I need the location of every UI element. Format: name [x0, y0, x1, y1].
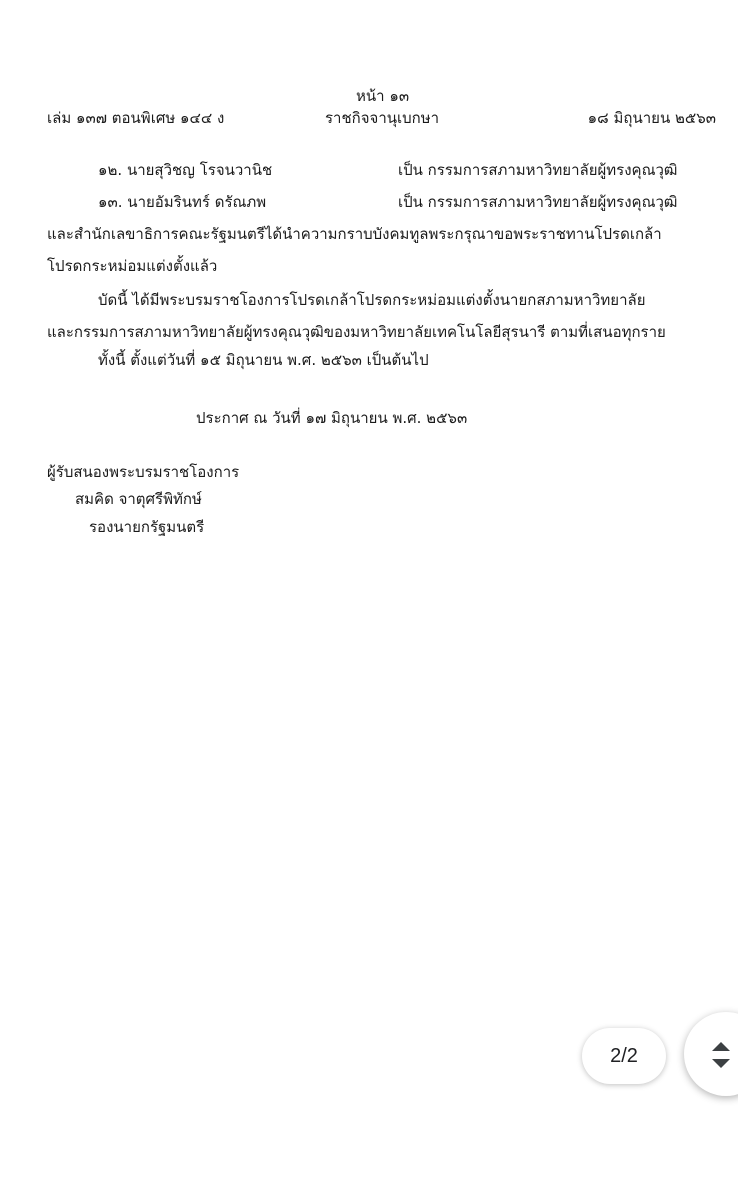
- gazette-date: ๑๘ มิถุนายน ๒๕๖๓: [587, 109, 716, 127]
- paragraph-3: ทั้งนี้ ตั้งแต่วันที่ ๑๕ มิถุนายน พ.ศ. ๒๕๖๓ เป็นต้นไป: [98, 351, 429, 369]
- signatory-name: สมคิด จาตุศรีพิทักษ์: [75, 490, 202, 508]
- paragraph-1-line-1: และสำนักเลขาธิการคณะรัฐมนตรีได้นำความกราบบังคมทูลพระกรุณาขอพระราชทานโปรดเกล้า: [47, 225, 662, 243]
- announcement-date: ประกาศ ณ วันที่ ๑๗ มิถุนายน พ.ศ. ๒๕๖๓: [196, 409, 468, 427]
- page-label: หน้า ๑๓: [356, 87, 410, 105]
- gazette-title: ราชกิจจานุเบกษา: [325, 109, 440, 127]
- paragraph-2-line-2: และกรรมการสภามหาวิทยาลัยผู้ทรงคุณวุฒิของมหาวิทยาลัยเทคโนโลยีสุรนารี ตามที่เสนอทุกราย: [47, 323, 666, 341]
- member-12-name: ๑๒. นายสุวิชญ โรจนวานิช: [98, 161, 273, 179]
- member-13-name: ๑๓. นายอัมรินทร์ ดรัณภพ: [98, 193, 267, 211]
- signatory-title: รองนายกรัฐมนตรี: [89, 518, 205, 536]
- gazette-volume: เล่ม ๑๓๗ ตอนพิเศษ ๑๔๔ ง: [47, 109, 225, 127]
- member-13-role: เป็น กรรมการสภามหาวิทยาลัยผู้ทรงคุณวุฒิ: [398, 193, 678, 211]
- member-12-role: เป็น กรรมการสภามหาวิทยาลัยผู้ทรงคุณวุฒิ: [398, 161, 678, 179]
- countersign-label: ผู้รับสนองพระบรมราชโองการ: [47, 463, 240, 481]
- unfold-more-icon: [710, 1040, 732, 1070]
- paragraph-1-line-2: โปรดกระหม่อมแต่งตั้งแล้ว: [47, 257, 218, 275]
- page-indicator: [582, 1028, 666, 1084]
- page-indicator-text: 2/2: [610, 1044, 638, 1067]
- paragraph-2-line-1: บัดนี้ ได้มีพระบรมราชโองการโปรดเกล้าโปรดกระหม่อมแต่งตั้งนายกสภามหาวิทยาลัย: [98, 291, 646, 309]
